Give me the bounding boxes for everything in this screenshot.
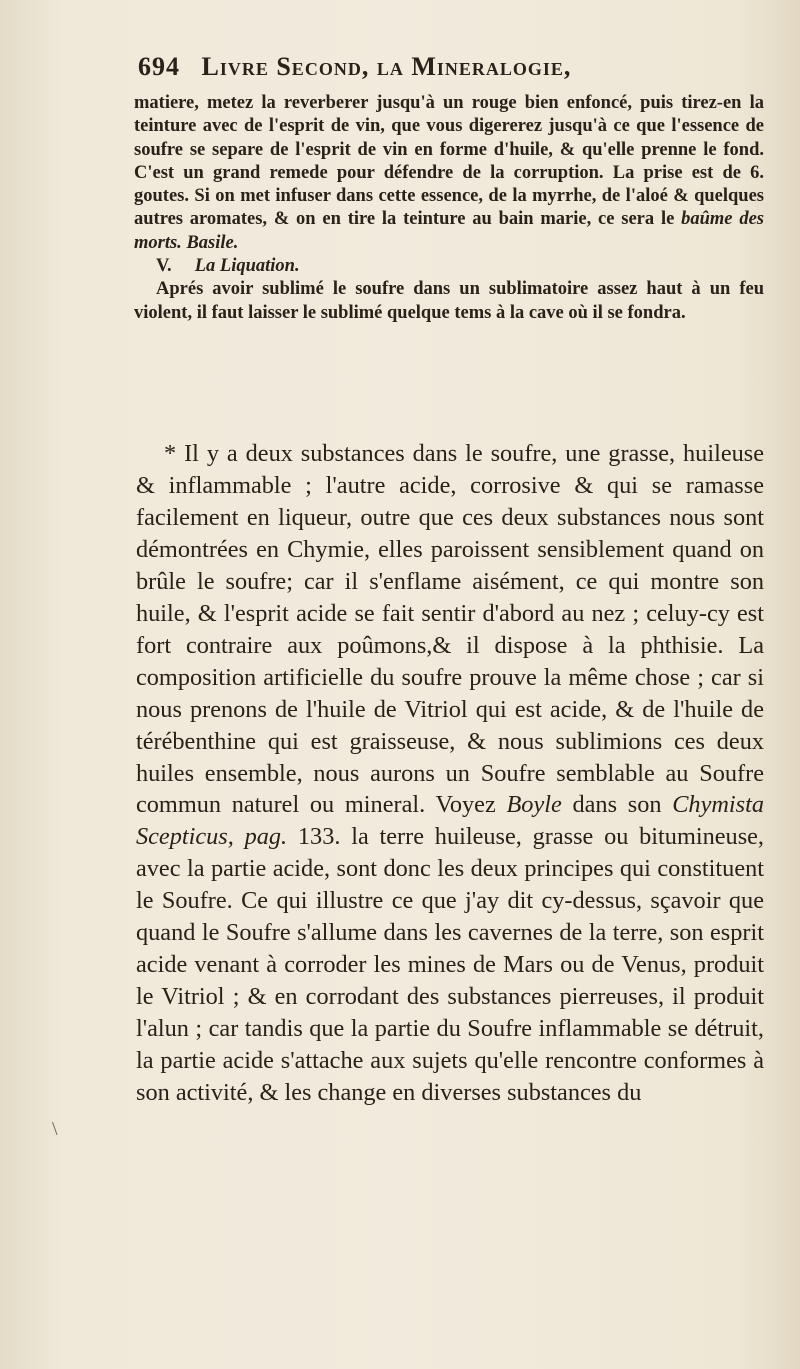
margin-mark: \ (52, 1118, 58, 1140)
running-title: Livre Second, la Mineralogie, (201, 52, 572, 81)
note-text-part2: la terre huileuse, grasse ou bitumineuse, avec la partie acide, sont donc les deux principes qui constituent le Soufre. Ce qui illustre ce que j'ay dit cy-dessus, sçavoir que quand le Soufre s'allume dans les cavernes de la terre, son esprit acide venant à corroder les mines de Mars ou de Venus, produit le Vitriol ; & en corrodant des substances pierreuses, il produit l'alun ; car tandis que la partie du Soufre inflammable se détruit, la partie acide s'attache aux sujets qu'elle rencontre conformes à son activité, & les change en diverses substances du (136, 823, 765, 1107)
author-name: Basile. (186, 232, 239, 253)
running-header (138, 52, 778, 82)
reference-book: Chymista Scepticus, pag. (136, 791, 765, 851)
page-number: 694 (138, 52, 180, 81)
continuation-paragraph (134, 92, 764, 255)
heading-numeral: V. (156, 256, 172, 277)
preparation-section (134, 92, 764, 325)
note-paragraph (136, 438, 764, 1109)
reference-connector: dans son (572, 791, 662, 819)
heading-title: La Liquation. (194, 256, 300, 277)
reference-author: Boyle (506, 791, 562, 819)
continuation-text: matiere, metez la reverberer jusqu'à un rouge bien enfoncé, puis tirez-en la teinture avec de l'esprit de vin, que vous digererez jusqu'à ce que l'essence de soufre se separe de l'esprit de vin en forme d'huile, & qu'elle prenne le fond. C'est un grand remede pour défendre de la corruption. La prise est de 6. goutes. Si on met infuser dans cette essence, de la myrrhe, de l'aloé & quelques autres aromates, & on en tire la teinture au bain marie, ce sera le (134, 93, 764, 230)
note-text-part1: * Il y a deux substances dans le soufre, une grasse, huileuse & inflammable ; l'autre acide, corrosive & qui se ramasse facilement en liqueur, outre que ces deux substances nous sont démontrées en Chymie, elles paroissent sensiblement quand on brûle le soufre; car il s'enflame aisément, ce qui montre son huile, & l'esprit acide se fait sentir d'abord au nez ; celuy-cy est fort contraire aux poûmons,& il dispose à la phthisie. La composition artificielle du soufre prouve la même chose ; car si nous prenons de l'huile de Vitriol qui est acide, & de l'huile de térébenthine qui est graisseuse, & nous sublimions ces deux huiles ensemble, nous aurons un Soufre semblable au Soufre commun naturel ou mineral. Voyez (136, 440, 764, 819)
annotation-note (136, 438, 764, 1109)
liquation-paragraph: Aprés avoir sublimé le soufre dans un sublimatoire assez haut à un feu violent, il faut laisser le sublimé quelque tems à la cave où il se fondra. (134, 279, 764, 323)
section-heading (134, 255, 764, 278)
balm-name: baûme des morts. (134, 209, 764, 253)
reference-page: 133. (297, 823, 341, 851)
